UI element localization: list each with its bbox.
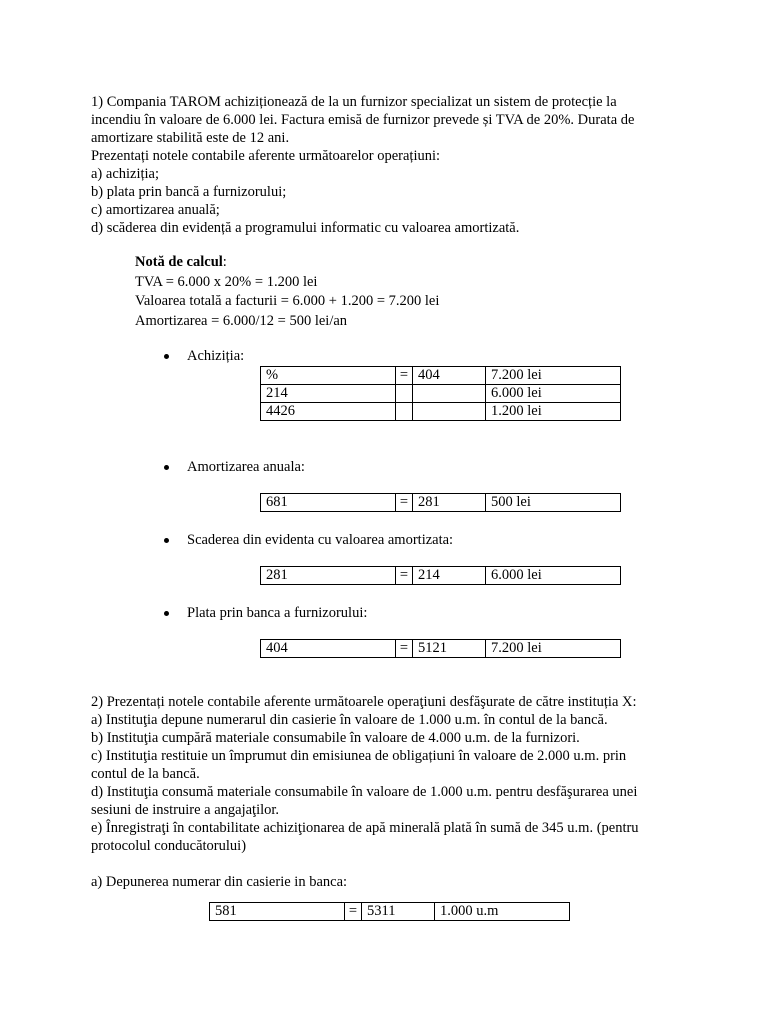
entry-label-depunerea: a) Depunerea numerar din casierie in banca: (91, 874, 348, 890)
entry-label-amortizarea: Amortizarea anuala: (187, 459, 305, 475)
credit-account (413, 385, 486, 403)
amount: 6.000 lei (486, 385, 621, 403)
problem-2-line: 2) Prezentați notele contabile aferente următoarele operaţiuni desfăşurate de către instituția X: (91, 694, 637, 710)
calc-note-line: Amortizarea = 6.000/12 = 500 lei/an (135, 313, 348, 329)
amount: 7.200 lei (486, 640, 621, 658)
bullet-icon (164, 538, 169, 543)
equals-sign (396, 403, 413, 421)
amount: 7.200 lei (486, 367, 621, 385)
amount: 6.000 lei (486, 567, 621, 585)
amount: 1.000 u.m (435, 903, 570, 921)
amount: 500 lei (486, 494, 621, 512)
problem-1-line: incendiu în valoare de 6.000 lei. Factura emisă de furnizor prevede și TVA de 20%. Durata de (91, 112, 635, 128)
entry-label-achizitia: Achiziția: (187, 348, 245, 364)
problem-2-line: a) Instituţia depune numerarul din casierie în valoare de 1.000 u.m. în contul de la bancă. (91, 712, 608, 728)
table-row (261, 494, 621, 512)
credit-account: 404 (413, 367, 486, 385)
debit-account: 581 (210, 903, 345, 921)
credit-account: 281 (413, 494, 486, 512)
equals-sign: = (396, 367, 413, 385)
problem-1-line: Prezentați notele contabile aferente următoarelor operațiuni: (91, 148, 441, 164)
problem-1-line: d) scăderea din evidență a programului informatic cu valoarea amortizată. (91, 220, 520, 236)
problem-1-line: c) amortizarea anuală; (91, 202, 220, 218)
problem-1-line: amortizare stabilită este de 12 ani. (91, 130, 290, 146)
calc-note-line: Valoarea totală a facturii = 6.000 + 1.200 = 7.200 lei (135, 293, 440, 309)
debit-account: 681 (261, 494, 396, 512)
credit-account: 5121 (413, 640, 486, 658)
journal-entry-amortizarea (260, 493, 621, 512)
credit-account: 5311 (362, 903, 435, 921)
problem-2-line: e) Înregistraţi în contabilitate achiziţionarea de apă minerală plată în sumă de 345 u.m. (pentru (91, 820, 639, 836)
problem-1-line: a) achiziția; (91, 166, 160, 182)
problem-2-line: c) Instituţia restituie un împrumut din emisiunea de obligațiuni în valoare de 2.000 u.m. prin (91, 748, 627, 764)
debit-account: 214 (261, 385, 396, 403)
problem-1-line: 1) Compania TAROM achiziționează de la un furnizor specializat un sistem de protecție la (91, 94, 617, 110)
debit-account: % (261, 367, 396, 385)
credit-account (413, 403, 486, 421)
equals-sign: = (396, 640, 413, 658)
equals-sign: = (396, 494, 413, 512)
problem-2-line: contul de la bancă. (91, 766, 200, 782)
debit-account: 281 (261, 567, 396, 585)
calc-note-line: TVA = 6.000 x 20% = 1.200 lei (135, 274, 318, 290)
problem-2-line: sesiuni de instruire a angajaţilor. (91, 802, 280, 818)
bullet-icon (164, 354, 169, 359)
bullet-icon (164, 465, 169, 470)
problem-2-line: b) Instituţia cumpără materiale consumabile în valoare de 4.000 u.m. de la furnizori. (91, 730, 580, 746)
table-row (261, 567, 621, 585)
problem-2-line: protocolul conducătorului) (91, 838, 247, 854)
credit-account: 214 (413, 567, 486, 585)
debit-account: 4426 (261, 403, 396, 421)
amount: 1.200 lei (486, 403, 621, 421)
table-row (261, 367, 621, 385)
problem-2-line: d) Instituţia consumă materiale consumabile în valoare de 1.000 u.m. pentru desfăşurarea unei (91, 784, 638, 800)
calc-note-title: Notă de calcul: (135, 254, 227, 270)
journal-entry-scaderea (260, 566, 621, 585)
journal-entry-depunerea (209, 902, 570, 921)
table-row (261, 385, 621, 403)
entry-label-plata: Plata prin banca a furnizorului: (187, 605, 368, 621)
journal-entry-plata (260, 639, 621, 658)
bullet-icon (164, 611, 169, 616)
equals-sign: = (396, 567, 413, 585)
table-row (261, 403, 621, 421)
table-row (210, 903, 570, 921)
table-row (261, 640, 621, 658)
equals-sign: = (345, 903, 362, 921)
journal-entry-achizitia (260, 366, 621, 421)
equals-sign (396, 385, 413, 403)
debit-account: 404 (261, 640, 396, 658)
problem-1-line: b) plata prin bancă a furnizorului; (91, 184, 287, 200)
entry-label-scaderea: Scaderea din evidenta cu valoarea amortizata: (187, 532, 454, 548)
